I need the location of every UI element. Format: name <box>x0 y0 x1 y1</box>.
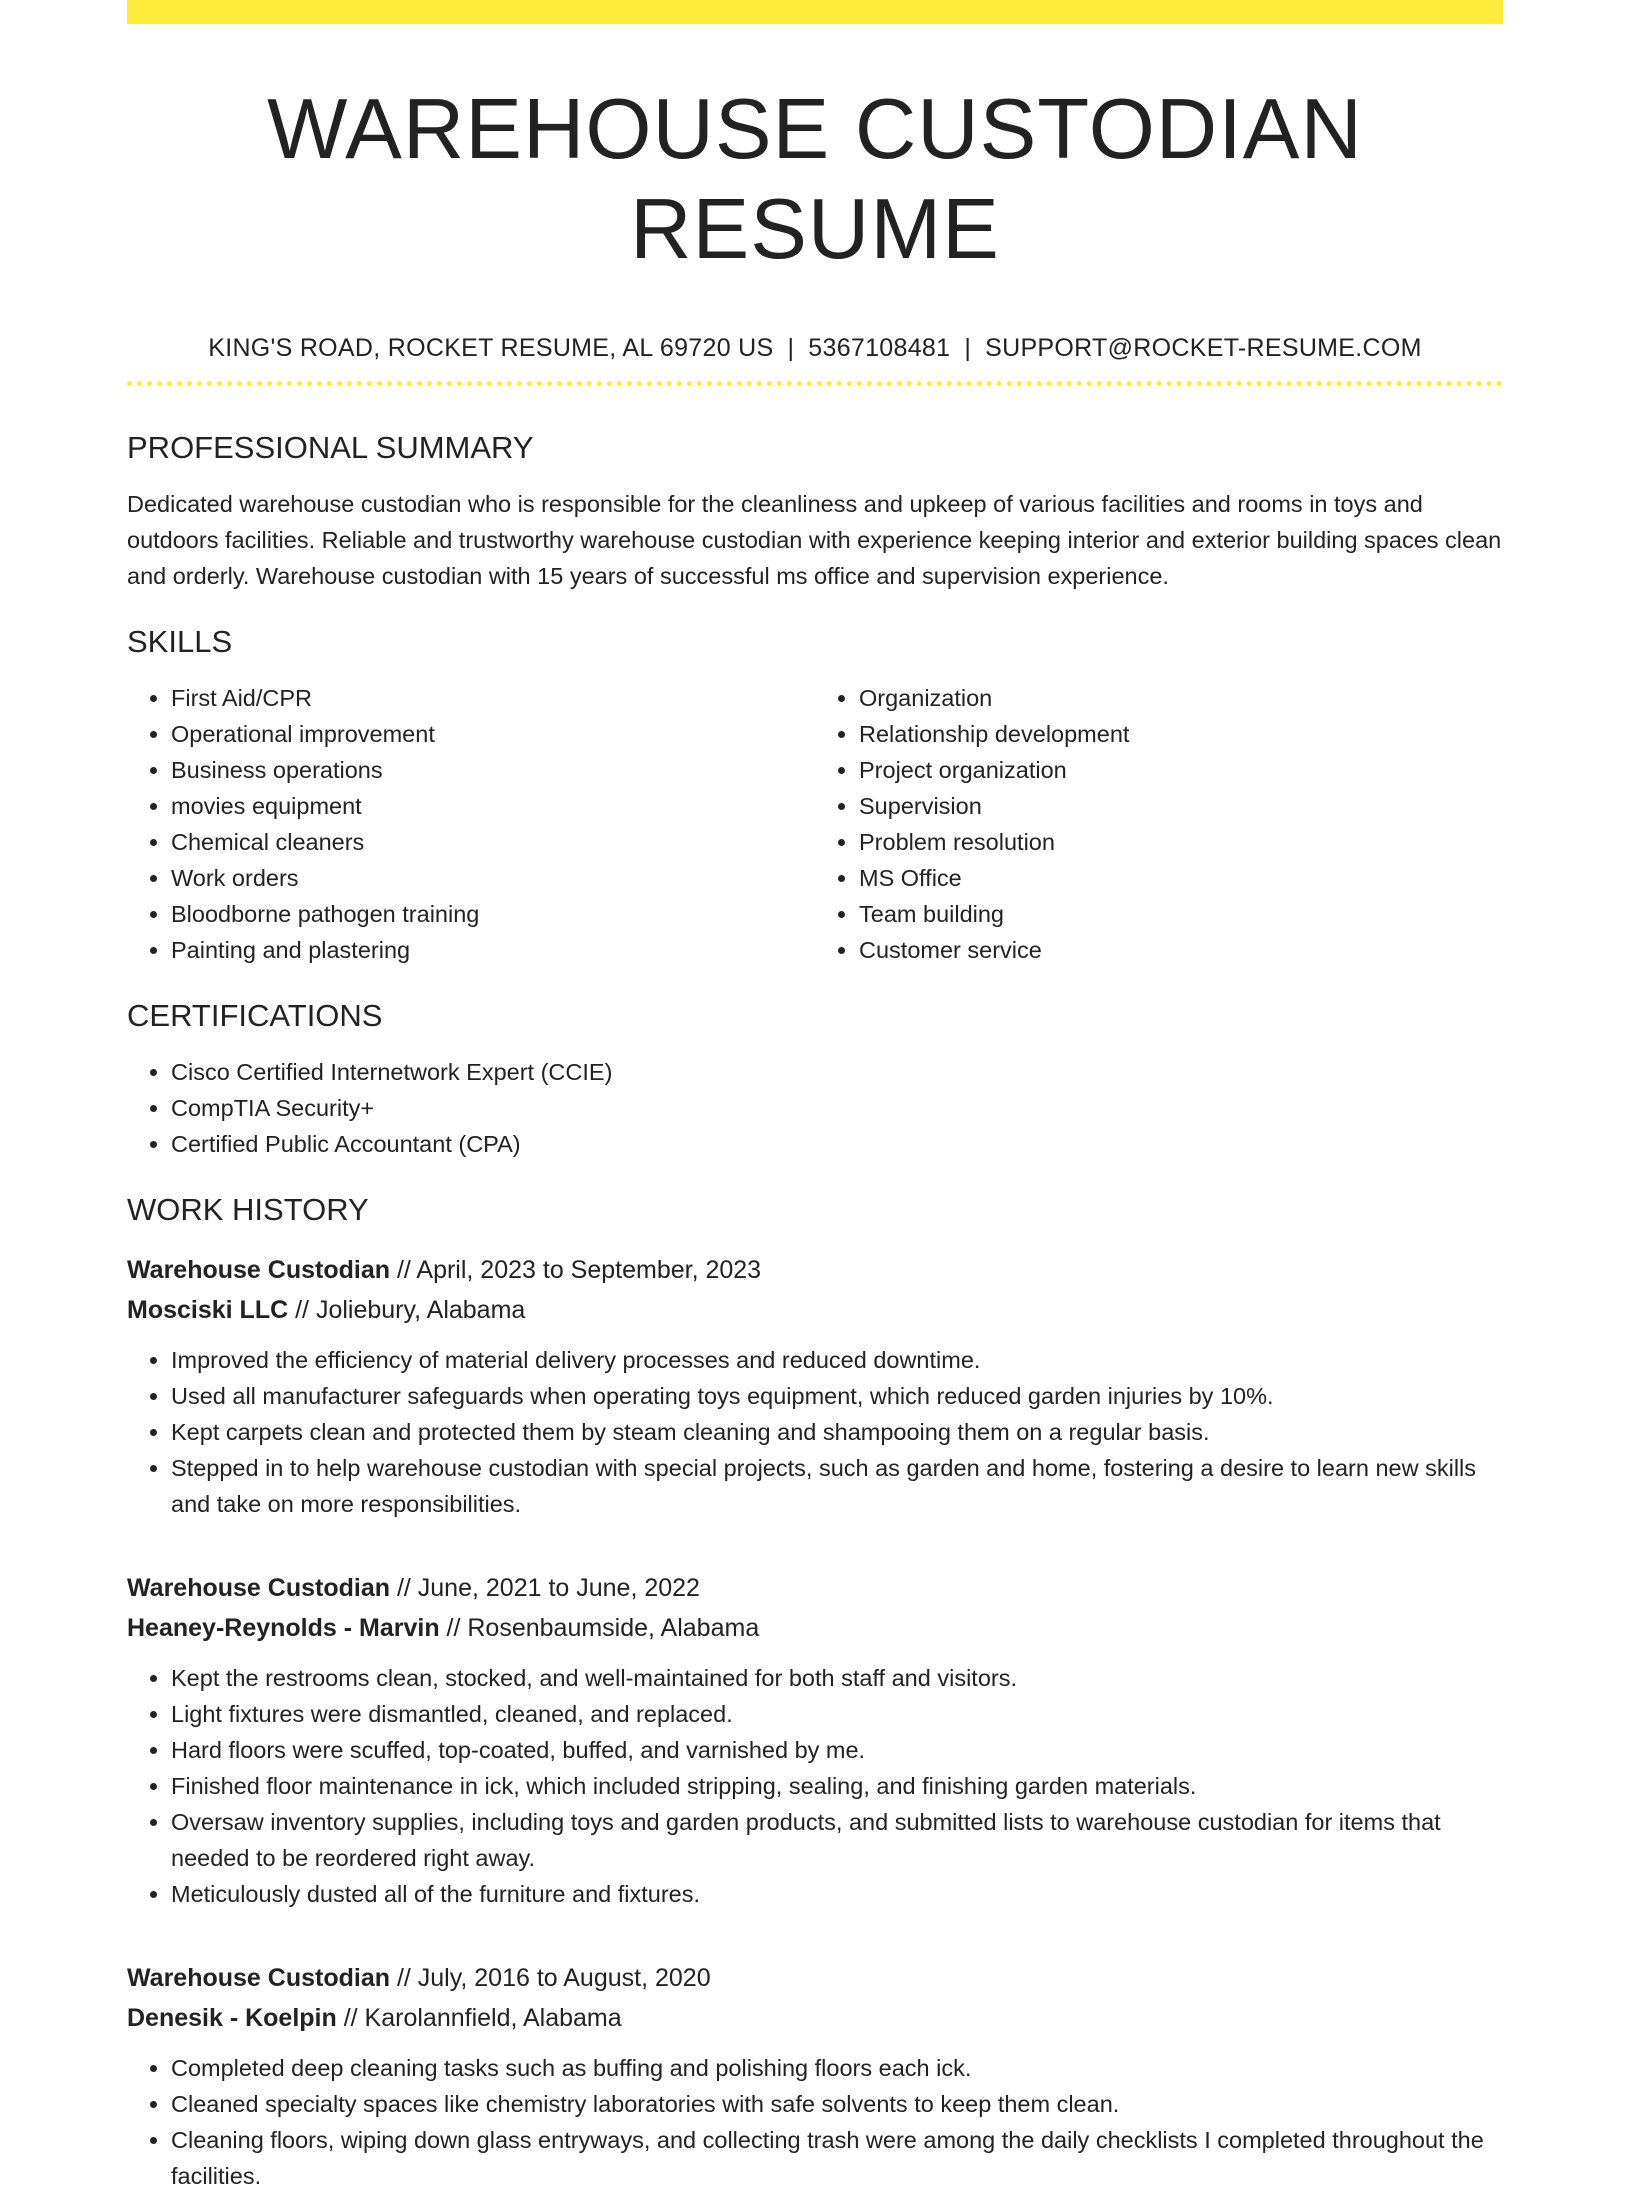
skill-item: • Painting and plastering <box>171 932 815 968</box>
job-role-line <box>127 1250 1503 1290</box>
skills-heading: SKILLS <box>127 624 233 659</box>
skill-item: • Problem resolution <box>859 824 1503 860</box>
contact-separator: | <box>964 334 972 362</box>
summary-text: Dedicated warehouse custodian who is responsible for the cleanliness and upkeep of various facilities and rooms in toys and outdoors facilities. Reliable and trustworthy warehouse custodian with experience keeping interior and exterior building spaces clean and orderly. Warehouse custodian with 15 years of successful ms office and supervision experience. <box>127 491 1502 589</box>
skill-item: • Relationship development <box>859 716 1503 752</box>
job-bullet: • Cleaning floors, wiping down glass entryways, and collecting trash were among the daily checklists I completed throughout the facilities. <box>171 2122 1503 2194</box>
job-entry <box>127 1568 1503 1912</box>
job-bullet: • Completed deep cleaning tasks such as buffing and polishing floors each ick. <box>171 2050 1503 2086</box>
work-history-heading: WORK HISTORY <box>127 1192 369 1227</box>
job-bullet: • Meticulously dusted all of the furniture and fixtures. <box>171 1876 1503 1912</box>
skill-item: • Organization <box>859 680 1503 716</box>
contact-line <box>127 330 1503 366</box>
job-role: Warehouse Custodian <box>127 1964 390 1992</box>
certifications-heading: CERTIFICATIONS <box>127 998 383 1033</box>
job-location: // Joliebury, Alabama <box>288 1296 526 1324</box>
contact-phone: 5367108481 <box>808 334 951 362</box>
certifications-list <box>127 1054 1503 1162</box>
resume-title: WAREHOUSE CUSTODIAN RESUME <box>267 82 1363 277</box>
skill-item: • Bloodborne pathogen training <box>171 896 815 932</box>
job-dates: // July, 2016 to August, 2020 <box>390 1964 711 1992</box>
dotted-divider <box>127 381 1503 386</box>
skill-item: • Supervision <box>859 788 1503 824</box>
job-location: // Rosenbaumside, Alabama <box>439 1614 760 1642</box>
job-bullet: • Improved the efficiency of material delivery processes and reduced downtime. <box>171 1342 1503 1378</box>
job-bullet-list <box>127 2050 1503 2194</box>
job-entry <box>127 1250 1503 1522</box>
job-bullet: • Used all manufacturer safeguards when operating toys equipment, which reduced garden injuries by 10%. <box>171 1378 1503 1414</box>
job-company-line <box>127 1608 1503 1648</box>
accent-top-bar <box>127 0 1503 24</box>
job-company-line <box>127 1998 1503 2038</box>
summary-heading: PROFESSIONAL SUMMARY <box>127 430 534 465</box>
job-company-line <box>127 1290 1503 1330</box>
certification-item: • Certified Public Accountant (CPA) <box>171 1126 1503 1162</box>
job-company: Heaney-Reynolds - Marvin <box>127 1614 440 1642</box>
certification-item: • Cisco Certified Internetwork Expert (CCIE) <box>171 1054 1503 1090</box>
job-role: Warehouse Custodian <box>127 1256 390 1284</box>
skill-item: • Operational improvement <box>171 716 815 752</box>
contact-email: SUPPORT@ROCKET-RESUME.COM <box>985 334 1422 362</box>
job-bullet: • Light fixtures were dismantled, cleaned, and replaced. <box>171 1696 1503 1732</box>
skills-grid <box>127 680 1503 968</box>
skills-list-left <box>127 680 815 968</box>
contact-address: KING'S ROAD, ROCKET RESUME, AL 69720 US <box>208 334 774 362</box>
job-bullet: • Hard floors were scuffed, top-coated, buffed, and varnished by me. <box>171 1732 1503 1768</box>
job-bullet: • Kept carpets clean and protected them by steam cleaning and shampooing them on a regular basis. <box>171 1414 1503 1450</box>
skill-item: • MS Office <box>859 860 1503 896</box>
skill-item: • Business operations <box>171 752 815 788</box>
job-bullet: • Cleaned specialty spaces like chemistry laboratories with safe solvents to keep them clean. <box>171 2086 1503 2122</box>
job-bullet: • Finished floor maintenance in ick, which included stripping, sealing, and finishing garden materials. <box>171 1768 1503 1804</box>
job-role-line <box>127 1568 1503 1608</box>
skill-item: • Project organization <box>859 752 1503 788</box>
job-role: Warehouse Custodian <box>127 1574 390 1602</box>
job-dates: // April, 2023 to September, 2023 <box>390 1256 762 1284</box>
job-company: Denesik - Koelpin <box>127 2004 337 2032</box>
resume-content <box>127 80 1503 2194</box>
skills-list-right <box>815 680 1503 968</box>
job-bullet-list <box>127 1660 1503 1912</box>
job-bullet: • Kept the restrooms clean, stocked, and well-maintained for both staff and visitors. <box>171 1660 1503 1696</box>
job-bullet-list <box>127 1342 1503 1522</box>
skill-item: • Work orders <box>171 860 815 896</box>
job-role-line <box>127 1958 1503 1998</box>
skill-item: • movies equipment <box>171 788 815 824</box>
job-company: Mosciski LLC <box>127 1296 289 1324</box>
skill-item: • Chemical cleaners <box>171 824 815 860</box>
job-entry <box>127 1958 1503 2194</box>
skill-item: • Customer service <box>859 932 1503 968</box>
job-bullet: • Stepped in to help warehouse custodian with special projects, such as garden and home, fostering a desire to learn new skills and take on more responsibilities. <box>171 1450 1503 1522</box>
certification-item: • CompTIA Security+ <box>171 1090 1503 1126</box>
job-dates: // June, 2021 to June, 2022 <box>390 1574 700 1602</box>
job-location: // Karolannfield, Alabama <box>336 2004 622 2032</box>
contact-separator: | <box>787 334 795 362</box>
job-bullet: • Oversaw inventory supplies, including toys and garden products, and submitted lists to warehouse custodian for items that needed to be reordered right away. <box>171 1804 1503 1876</box>
skill-item: • Team building <box>859 896 1503 932</box>
skill-item: • First Aid/CPR <box>171 680 815 716</box>
